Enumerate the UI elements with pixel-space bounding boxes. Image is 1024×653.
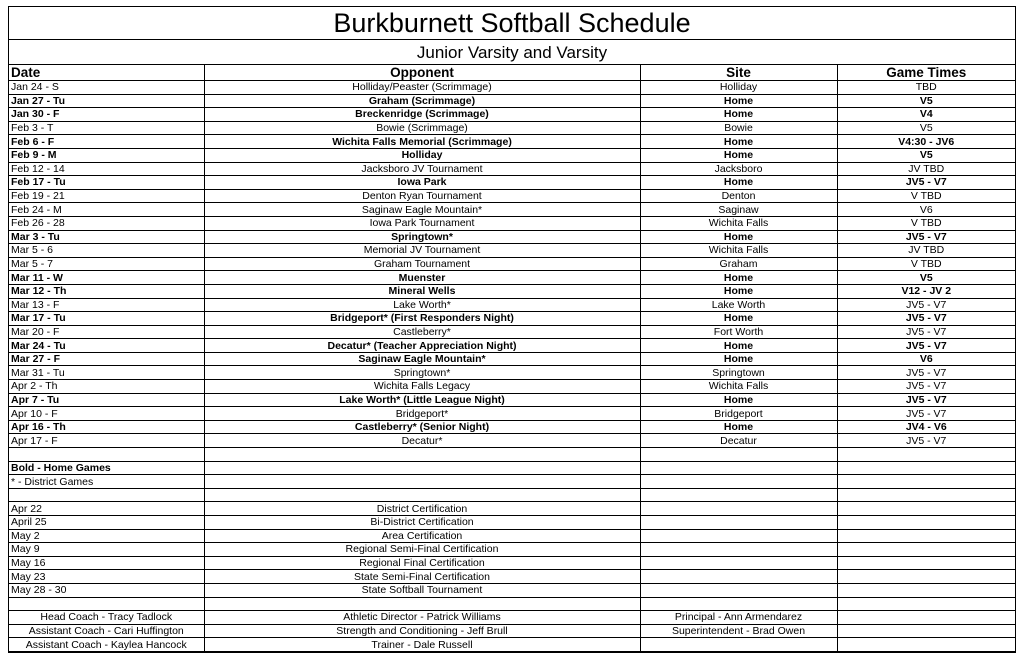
- game-time: V TBD: [837, 216, 1015, 230]
- empty-cell: [837, 624, 1015, 638]
- game-opponent: Denton Ryan Tournament: [204, 189, 640, 203]
- empty-cell: [640, 556, 837, 570]
- game-row: [9, 434, 1015, 448]
- playoff-event: District Certification: [204, 502, 640, 516]
- staff-district: [640, 638, 837, 652]
- game-opponent: Memorial JV Tournament: [204, 244, 640, 258]
- empty-cell: [9, 597, 204, 611]
- playoff-row: [9, 516, 1015, 530]
- schedule-subtitle: Junior Varsity and Varsity: [9, 40, 1015, 65]
- game-opponent: Muenster: [204, 271, 640, 285]
- game-opponent: Holliday/Peaster (Scrimmage): [204, 81, 640, 95]
- playoff-row: [9, 543, 1015, 557]
- game-date: Apr 16 - Th: [11, 421, 66, 434]
- empty-cell: [640, 488, 837, 502]
- staff-admin: Athletic Director - Patrick Williams: [204, 611, 640, 625]
- empty-cell: [204, 448, 640, 462]
- game-opponent: Springtown*: [204, 366, 640, 380]
- game-site: Springtown: [640, 366, 837, 380]
- empty-cell: [837, 502, 1015, 516]
- schedule-title: Burkburnett Softball Schedule: [9, 7, 1015, 40]
- staff-row: [9, 611, 1015, 625]
- game-time: V6: [837, 203, 1015, 217]
- staff-coach: Head Coach - Tracy Tadlock: [40, 611, 173, 624]
- playoff-date: May 16: [11, 557, 46, 570]
- game-time: JV5 - V7: [837, 380, 1015, 394]
- game-site: Home: [640, 230, 837, 244]
- empty-cell: [837, 583, 1015, 597]
- game-opponent: Saginaw Eagle Mountain*: [204, 203, 640, 217]
- game-row: [9, 135, 1015, 149]
- game-date: Mar 12 - Th: [11, 285, 67, 298]
- game-site: Bridgeport: [640, 407, 837, 421]
- game-date: Mar 13 - F: [11, 298, 60, 311]
- game-site: Wichita Falls: [640, 244, 837, 258]
- game-time: V5: [837, 148, 1015, 162]
- game-time: JV5 - V7: [837, 325, 1015, 339]
- game-time: JV5 - V7: [837, 434, 1015, 448]
- playoff-event: Area Certification: [204, 529, 640, 543]
- playoff-date: Apr 22: [11, 502, 42, 515]
- game-time: JV TBD: [837, 162, 1015, 176]
- game-site: Wichita Falls: [640, 380, 837, 394]
- game-date: Feb 26 - 28: [11, 217, 65, 230]
- staff-row: [9, 624, 1015, 638]
- game-opponent: Holliday: [204, 148, 640, 162]
- game-row: [9, 216, 1015, 230]
- empty-cell: [837, 611, 1015, 625]
- game-row: [9, 339, 1015, 353]
- column-header-site: Site: [640, 65, 837, 81]
- playoff-date: May 9: [11, 543, 40, 556]
- playoff-date: May 28 - 30: [11, 584, 67, 597]
- game-row: [9, 244, 1015, 258]
- empty-cell: [837, 570, 1015, 584]
- game-date: Mar 31 - Tu: [11, 366, 65, 379]
- empty-cell: [837, 475, 1015, 489]
- game-time: V4: [837, 108, 1015, 122]
- empty-cell: [204, 597, 640, 611]
- empty-cell: [640, 502, 837, 516]
- game-row: [9, 325, 1015, 339]
- game-opponent: Breckenridge (Scrimmage): [204, 108, 640, 122]
- game-date: Apr 10 - F: [11, 407, 58, 420]
- game-time: JV5 - V7: [837, 393, 1015, 407]
- playoff-date: May 23: [11, 570, 46, 583]
- schedule-sheet: [8, 6, 1016, 653]
- schedule-table: [9, 65, 1015, 652]
- playoff-row: [9, 502, 1015, 516]
- empty-cell: [837, 516, 1015, 530]
- game-time: JV5 - V7: [837, 366, 1015, 380]
- game-site: Home: [640, 312, 837, 326]
- playoff-event: Regional Semi-Final Certification: [204, 543, 640, 557]
- game-time: JV5 - V7: [837, 176, 1015, 190]
- game-date: Feb 12 - 14: [11, 162, 65, 175]
- staff-coach: Assistant Coach - Kaylea Hancock: [25, 638, 187, 651]
- game-opponent: Mineral Wells: [204, 284, 640, 298]
- game-date: Mar 17 - Tu: [11, 312, 66, 325]
- game-time: JV TBD: [837, 244, 1015, 258]
- game-date: Jan 24 - S: [11, 81, 59, 94]
- playoff-event: State Softball Tournament: [204, 583, 640, 597]
- game-row: [9, 148, 1015, 162]
- legend-bold-home: Bold - Home Games: [11, 461, 111, 474]
- game-site: Fort Worth: [640, 325, 837, 339]
- spacer-row: [9, 448, 1015, 462]
- game-row: [9, 189, 1015, 203]
- game-date: Feb 3 - T: [11, 122, 54, 135]
- empty-cell: [837, 638, 1015, 652]
- game-row: [9, 271, 1015, 285]
- playoff-date: May 2: [11, 529, 40, 542]
- game-site: Home: [640, 352, 837, 366]
- game-site: Home: [640, 94, 837, 108]
- column-header-date: Date: [11, 65, 41, 80]
- game-time: TBD: [837, 81, 1015, 95]
- game-time: JV5 - V7: [837, 298, 1015, 312]
- game-date: Mar 5 - 6: [11, 244, 54, 257]
- game-site: Graham: [640, 257, 837, 271]
- game-opponent: Castleberry*: [204, 325, 640, 339]
- game-row: [9, 121, 1015, 135]
- empty-cell: [640, 516, 837, 530]
- empty-cell: [640, 529, 837, 543]
- game-row: [9, 284, 1015, 298]
- playoff-event: State Semi-Final Certification: [204, 570, 640, 584]
- game-time: JV5 - V7: [837, 312, 1015, 326]
- game-site: Denton: [640, 189, 837, 203]
- empty-cell: [837, 597, 1015, 611]
- game-date: Mar 24 - Tu: [11, 339, 66, 352]
- game-date: Feb 9 - M: [11, 149, 57, 162]
- empty-cell: [837, 488, 1015, 502]
- game-row: [9, 352, 1015, 366]
- empty-cell: [640, 475, 837, 489]
- game-date: Apr 17 - F: [11, 434, 58, 447]
- game-date: Feb 17 - Tu: [11, 176, 66, 189]
- game-opponent: Iowa Park Tournament: [204, 216, 640, 230]
- game-site: Home: [640, 108, 837, 122]
- game-site: Lake Worth: [640, 298, 837, 312]
- game-date: Mar 27 - F: [11, 353, 61, 366]
- notes-body: [9, 448, 1015, 652]
- game-site: Saginaw: [640, 203, 837, 217]
- game-site: Wichita Falls: [640, 216, 837, 230]
- game-date: Mar 11 - W: [11, 271, 63, 284]
- game-row: [9, 380, 1015, 394]
- game-opponent: Springtown*: [204, 230, 640, 244]
- playoff-row: [9, 556, 1015, 570]
- game-date: Apr 2 - Th: [11, 380, 58, 393]
- game-time: V12 - JV 2: [837, 284, 1015, 298]
- game-time: V5: [837, 94, 1015, 108]
- column-header-opponent: Opponent: [204, 65, 640, 81]
- spacer-row: [9, 597, 1015, 611]
- game-time: JV4 - V6: [837, 420, 1015, 434]
- game-date: Apr 7 - Tu: [11, 393, 60, 406]
- game-opponent: Lake Worth* (Little League Night): [204, 393, 640, 407]
- empty-cell: [837, 543, 1015, 557]
- game-opponent: Saginaw Eagle Mountain*: [204, 352, 640, 366]
- game-row: [9, 312, 1015, 326]
- game-date: Mar 3 - Tu: [11, 230, 60, 243]
- game-opponent: Graham Tournament: [204, 257, 640, 271]
- empty-cell: [837, 461, 1015, 475]
- game-opponent: Bridgeport* (First Responders Night): [204, 312, 640, 326]
- game-row: [9, 230, 1015, 244]
- column-header-game-times: Game Times: [837, 65, 1015, 81]
- game-date: Feb 24 - M: [11, 203, 62, 216]
- game-time: V6: [837, 352, 1015, 366]
- game-time: V5: [837, 271, 1015, 285]
- empty-cell: [640, 448, 837, 462]
- game-row: [9, 108, 1015, 122]
- playoff-date: April 25: [11, 516, 47, 529]
- empty-cell: [640, 461, 837, 475]
- empty-cell: [9, 448, 204, 462]
- game-date: Jan 27 - Tu: [11, 94, 66, 107]
- playoff-row: [9, 570, 1015, 584]
- empty-cell: [640, 543, 837, 557]
- empty-cell: [204, 488, 640, 502]
- game-site: Bowie: [640, 121, 837, 135]
- game-date: Jan 30 - F: [11, 108, 60, 121]
- game-site: Home: [640, 148, 837, 162]
- game-opponent: Lake Worth*: [204, 298, 640, 312]
- game-row: [9, 203, 1015, 217]
- game-time: JV5 - V7: [837, 230, 1015, 244]
- game-opponent: Wichita Falls Memorial (Scrimmage): [204, 135, 640, 149]
- staff-district: Superintendent - Brad Owen: [640, 624, 837, 638]
- game-row: [9, 94, 1015, 108]
- legend-row: [9, 475, 1015, 489]
- game-opponent: Graham (Scrimmage): [204, 94, 640, 108]
- empty-cell: [204, 461, 640, 475]
- staff-row: [9, 638, 1015, 652]
- staff-coach: Assistant Coach - Cari Huffington: [28, 625, 184, 638]
- game-site: Holliday: [640, 81, 837, 95]
- game-site: Home: [640, 135, 837, 149]
- empty-cell: [9, 488, 204, 502]
- header-row: [9, 65, 1015, 81]
- legend-district: * - District Games: [11, 475, 94, 488]
- game-date: Mar 20 - F: [11, 325, 60, 338]
- legend-row: [9, 461, 1015, 475]
- game-time: JV5 - V7: [837, 407, 1015, 421]
- game-opponent: Bowie (Scrimmage): [204, 121, 640, 135]
- empty-cell: [837, 529, 1015, 543]
- playoff-row: [9, 529, 1015, 543]
- games-body: [9, 81, 1015, 448]
- game-site: Home: [640, 284, 837, 298]
- empty-cell: [640, 597, 837, 611]
- empty-cell: [204, 475, 640, 489]
- empty-cell: [837, 448, 1015, 462]
- playoff-row: [9, 583, 1015, 597]
- game-row: [9, 420, 1015, 434]
- game-opponent: Bridgeport*: [204, 407, 640, 421]
- game-opponent: Iowa Park: [204, 176, 640, 190]
- empty-cell: [837, 556, 1015, 570]
- game-site: Home: [640, 339, 837, 353]
- game-opponent: Decatur* (Teacher Appreciation Night): [204, 339, 640, 353]
- staff-admin: Strength and Conditioning - Jeff Brull: [204, 624, 640, 638]
- game-row: [9, 81, 1015, 95]
- game-row: [9, 257, 1015, 271]
- game-site: Decatur: [640, 434, 837, 448]
- game-date: Mar 5 - 7: [11, 258, 54, 271]
- game-row: [9, 407, 1015, 421]
- staff-district: Principal - Ann Armendarez: [640, 611, 837, 625]
- playoff-event: Regional Final Certification: [204, 556, 640, 570]
- empty-cell: [640, 583, 837, 597]
- game-row: [9, 366, 1015, 380]
- game-row: [9, 162, 1015, 176]
- playoff-event: Bi-District Certification: [204, 516, 640, 530]
- staff-admin: Trainer - Dale Russell: [204, 638, 640, 652]
- game-time: V TBD: [837, 257, 1015, 271]
- game-date: Feb 19 - 21: [11, 190, 65, 203]
- game-site: Home: [640, 271, 837, 285]
- game-time: JV5 - V7: [837, 339, 1015, 353]
- game-time: V4:30 - JV6: [837, 135, 1015, 149]
- spacer-row: [9, 488, 1015, 502]
- game-opponent: Jacksboro JV Tournament: [204, 162, 640, 176]
- game-site: Jacksboro: [640, 162, 837, 176]
- game-row: [9, 176, 1015, 190]
- game-time: V TBD: [837, 189, 1015, 203]
- game-site: Home: [640, 420, 837, 434]
- empty-cell: [640, 570, 837, 584]
- game-site: Home: [640, 176, 837, 190]
- game-opponent: Wichita Falls Legacy: [204, 380, 640, 394]
- game-row: [9, 298, 1015, 312]
- game-opponent: Decatur*: [204, 434, 640, 448]
- game-time: V5: [837, 121, 1015, 135]
- game-date: Feb 6 - F: [11, 135, 55, 148]
- game-site: Home: [640, 393, 837, 407]
- game-row: [9, 393, 1015, 407]
- game-opponent: Castleberry* (Senior Night): [204, 420, 640, 434]
